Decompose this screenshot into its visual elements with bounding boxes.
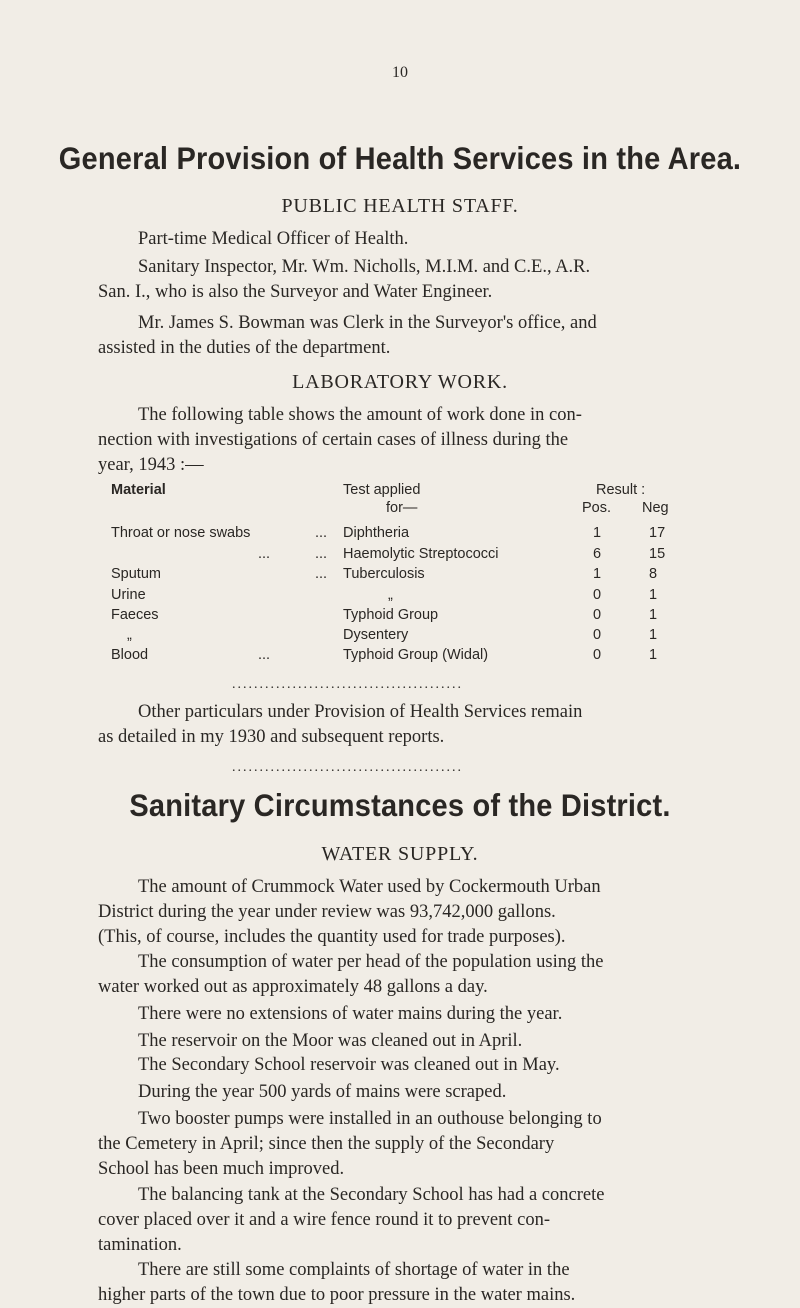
text-line: The consumption of water per head of the population using the [138, 952, 604, 972]
cell-test: Haemolytic Streptococci [343, 546, 499, 562]
cell-pos: 0 [593, 647, 602, 663]
cell-neg: 1 [649, 647, 658, 663]
section-title-sanitary: Sanitary Circumstances of the District. [129, 788, 671, 824]
table-header-result: Result : [596, 482, 646, 498]
cell-test: Typhoid Group (Widal) [343, 647, 489, 663]
page-number: 10 [392, 64, 408, 81]
text-line: District during the year under review was 93,742,000 gallons. [98, 902, 556, 922]
cell-test: Diphtheria [343, 525, 410, 541]
text-line: year, 1943 :— [98, 455, 204, 475]
paragraph-mains-scraped [98, 1080, 718, 1105]
paragraph-consumption [98, 950, 718, 1000]
cell-neg: 15 [649, 546, 666, 562]
text-line: The balancing tank at the Secondary School has had a concrete [138, 1185, 605, 1205]
paragraph-balancing-tank [98, 1183, 718, 1258]
cell-neg: 1 [649, 587, 658, 603]
text-line: water worked out as approximately 48 gallons a day. [98, 977, 488, 997]
cell-pos: 0 [593, 587, 602, 603]
cell-material: Faeces [111, 607, 159, 623]
cell-pos: 0 [593, 607, 602, 623]
dotted-separator: .......................................... [232, 677, 463, 692]
paragraph-extensions [98, 1002, 718, 1027]
table-header-test-for: for— [386, 500, 418, 516]
text-line: The amount of Crummock Water used by Cockermouth Urban [138, 877, 601, 897]
cell-material: „ [127, 627, 132, 643]
cell-material: Throat or nose swabs [111, 525, 251, 541]
paragraph-moor-reservoir [98, 1029, 718, 1054]
heading-water-supply: WATER SUPPLY. [321, 843, 479, 865]
cell-pos: 6 [593, 546, 602, 562]
cell-material: Sputum [111, 566, 161, 582]
cell-pos: 0 [593, 627, 602, 643]
cell-pos: 1 [593, 566, 602, 582]
text-line: Mr. James S. Bowman was Clerk in the Surveyor's office, and [138, 313, 597, 333]
text-line: as detailed in my 1930 and subsequent reports. [98, 727, 445, 747]
cell-test: Typhoid Group [343, 607, 439, 623]
text-line: Part-time Medical Officer of Health. [138, 229, 409, 249]
text-line: The following table shows the amount of work done in con- [138, 405, 582, 425]
text-line: There were no extensions of water mains during the year. [138, 1004, 563, 1024]
text-line: nection with investigations of certain cases of illness during the [98, 430, 569, 450]
text-line: San. I., who is also the Surveyor and Water Engineer. [98, 282, 493, 302]
dotted-separator: .......................................... [232, 760, 463, 775]
section-title-health-services: General Provision of Health Services in the Area. [58, 141, 742, 177]
cell-neg: 8 [649, 566, 658, 582]
cell-test: „ [388, 587, 393, 603]
cell-material: Blood [111, 647, 149, 663]
cell-neg: 1 [649, 627, 658, 643]
heading-laboratory-work: LABORATORY WORK. [292, 371, 508, 393]
table-header-test: Test applied [343, 482, 421, 498]
text-line: The Secondary School reservoir was cleaned out in May. [138, 1055, 560, 1075]
paragraph-other-particulars [98, 700, 718, 750]
cell-test: Dysentery [343, 627, 409, 643]
cell-neg: 1 [649, 607, 658, 623]
text-line: Other particulars under Provision of Health Services remain [138, 702, 583, 722]
cell-leader: ... [315, 525, 328, 541]
table-header-pos: Pos. [582, 500, 612, 516]
table-header-material: Material [111, 482, 166, 498]
cell-material: Urine [111, 587, 146, 603]
text-line: the Cemetery in April; since then the supply of the Secondary [98, 1134, 555, 1154]
text-line: School has been much improved. [98, 1159, 345, 1179]
cell-material: ... [258, 546, 271, 562]
text-line: assisted in the duties of the department. [98, 338, 391, 358]
cell-leader: ... [258, 647, 271, 663]
paragraph-booster-pumps [98, 1107, 718, 1182]
text-line: During the year 500 yards of mains were scraped. [138, 1082, 507, 1102]
cell-test: Tuberculosis [343, 566, 425, 582]
table-header-neg: Neg [642, 500, 669, 516]
text-line: tamination. [98, 1235, 182, 1255]
paragraph-water-amount [98, 875, 718, 950]
paragraph-complaints [98, 1258, 718, 1308]
cell-neg: 17 [649, 525, 666, 541]
text-line: The reservoir on the Moor was cleaned out in April. [138, 1031, 523, 1051]
text-line: There are still some complaints of shortage of water in the [138, 1260, 570, 1280]
paragraph-school-reservoir [98, 1053, 718, 1078]
cell-leader: ... [315, 566, 328, 582]
cell-pos: 1 [593, 525, 602, 541]
cell-leader: ... [315, 546, 328, 562]
text-line: cover placed over it and a wire fence round it to prevent con- [98, 1210, 551, 1230]
text-line: Sanitary Inspector, Mr. Wm. Nicholls, M.I.M. and C.E., A.R. [138, 257, 591, 277]
text-line: higher parts of the town due to poor pressure in the water mains. [98, 1285, 576, 1305]
text-line: Two booster pumps were installed in an outhouse belonging to [138, 1109, 602, 1129]
heading-public-health-staff: PUBLIC HEALTH STAFF. [281, 195, 519, 217]
text-line: (This, of course, includes the quantity used for trade purposes). [98, 927, 566, 947]
